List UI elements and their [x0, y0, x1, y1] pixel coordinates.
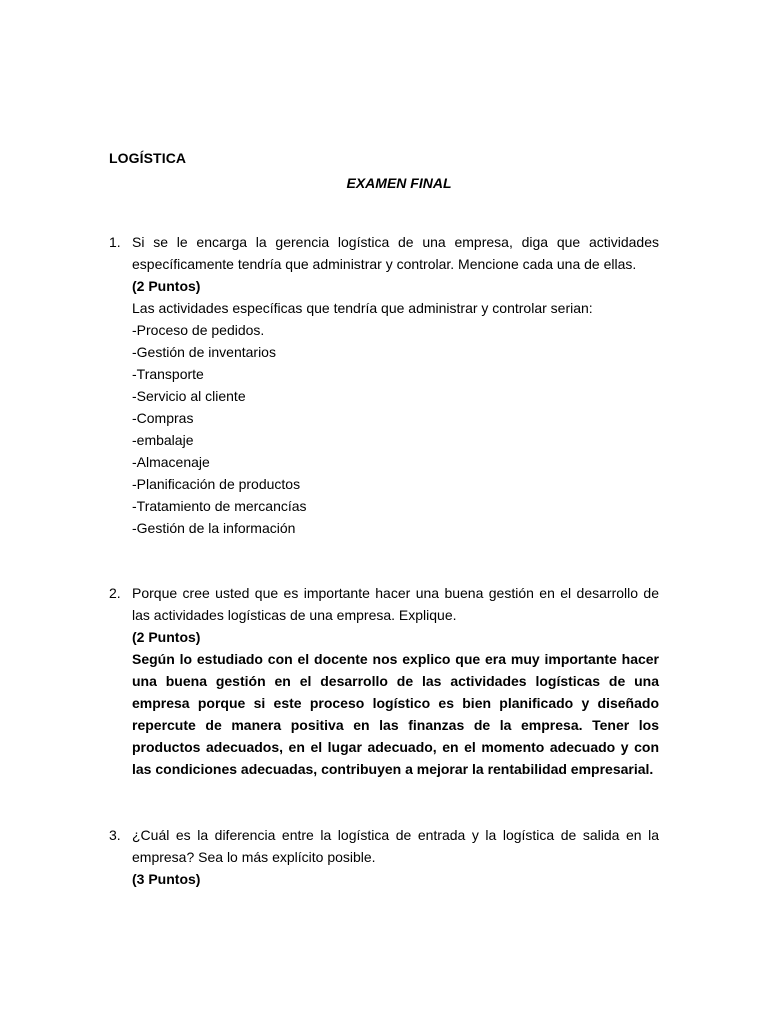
subject-heading: LOGÍSTICA — [109, 150, 187, 166]
question-text: Si se le encarga la gerencia logística de una empresa, diga que actividades específicamente tendría que administrar y controlar. Mencione cada una de ellas. — [132, 234, 659, 272]
list-item: -Gestión de la información — [132, 520, 296, 536]
list-item: -Transporte — [132, 366, 204, 382]
list-item: -Planificación de productos — [132, 476, 301, 492]
list-item: -Proceso de pedidos. — [132, 322, 265, 338]
answer-intro: Las actividades específicas que tendría que administrar y controlar serian: — [132, 300, 593, 316]
question-number: 3. — [109, 827, 121, 843]
list-item: -Compras — [132, 410, 194, 426]
question-points: (2 Puntos) — [132, 278, 201, 294]
question-points: (2 Puntos) — [132, 629, 201, 645]
list-item: -Almacenaje — [132, 454, 210, 470]
answer-text: Según lo estudiado con el docente nos explico que era muy importante hacer una buena gestión en el desarrollo de las actividades logísticas de una empresa porque si este proceso logístico es bien planificado y diseñado repercute de manera positiva en las finanzas de la empresa. Tener los productos adecuados, en el lugar adecuado, en el momento adecuado y con las condiciones adecuadas, contribuyen a mejorar la rentabilidad empresarial. — [132, 651, 659, 777]
question-text: Porque cree usted que es importante hacer una buena gestión en el desarrollo de las actividades logísticas de una empresa. Explique. — [132, 585, 659, 623]
question-3 — [109, 824, 659, 890]
answer-list — [132, 319, 659, 539]
question-points: (3 Puntos) — [132, 871, 201, 887]
exam-title: EXAMEN FINAL — [346, 175, 452, 191]
list-item: -embalaje — [132, 432, 194, 448]
list-item: -Tratamiento de mercancías — [132, 498, 307, 514]
question-number: 2. — [109, 585, 121, 601]
question-number: 1. — [109, 234, 121, 250]
question-2 — [109, 582, 659, 780]
list-item: -Servicio al cliente — [132, 388, 246, 404]
question-1 — [109, 231, 659, 539]
question-text: ¿Cuál es la diferencia entre la logística de entrada y la logística de salida en la empresa? Sea lo más explícito posible. — [132, 827, 659, 865]
list-item: -Gestión de inventarios — [132, 344, 276, 360]
